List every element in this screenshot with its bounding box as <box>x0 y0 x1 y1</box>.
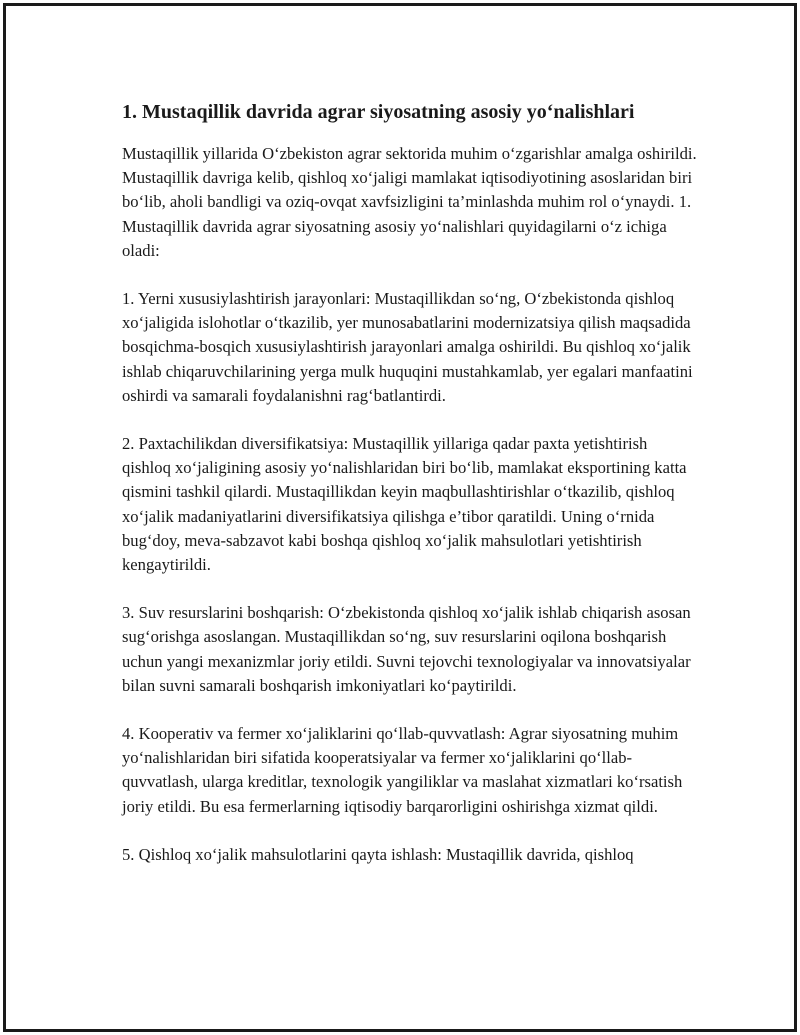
paragraph-processing: 5. Qishloq xo‘jalik mahsulotlarini qayta ishlash: Mustaqillik davrida, qishloq <box>122 844 634 864</box>
paragraph-land-privatization: 1. Yerni xususiylashtirish jarayonlari: Mustaqillikdan so‘ng, O‘zbekistonda qishloq xo‘jaligida islohotlar o‘tkazilib, yer munosabatlarini modernizatsiya qilish maqsadida bosqichma-bosqich xususiylashtirish jarayonlari amalga oshirildi. Bu qishloq xo‘jalik ishlab chiqaruvchilarining yerga mulk huquqini mustahkamlab, yer egalari manfaatini oshirdi va samarali foydalanishni rag‘batlantirdi. <box>122 289 693 405</box>
paragraph-farmer-support: 4. Kooperativ va fermer xo‘jaliklarini qo‘llab-quvvatlash: Agrar siyosatning muhim yo‘nalishlaridan biri sifatida kooperatsiyalar va fermer xo‘jaliklarini qo‘llab-quvvatlash, ularga kreditlar, texnologik yangiliklar va maslahat xizmatlari ko‘rsatish joriy etildi. Bu esa fermerlarning iqtisodiy barqarorligini oshirishga xizmat qildi. <box>122 724 683 816</box>
paragraph-water-resources: 3. Suv resurslarini boshqarish: O‘zbekistonda qishloq xo‘jalik ishlab chiqarish asosan sug‘orishga asoslangan. Mustaqillikdan so‘ng, suv resurslarini oqilona boshqarish uchun yangi mexanizmlar joriy etildi. Suvni tejovchi texnologiyalar va innovatsiyalar bilan suvni samarali boshqarish imkoniyatlari ko‘paytirildi. <box>122 603 691 695</box>
intro-paragraph: Mustaqillik yillarida O‘zbekiston agrar sektorida muhim o‘zgarishlar amalga oshirildi. Mustaqillik davriga kelib, qishloq xo‘jaligi mamlakat iqtisodiyotining asoslaridan biri bo‘lib, aholi bandligi va oziq-ovqat xavfsizligini ta’minlashda muhim rol o‘ynaydi. 1. Mustaqillik davrida agrar siyosatning asosiy yo‘nalishlari quyidagilarni o‘z ichiga oladi: <box>122 144 697 260</box>
document-title: 1. Mustaqillik davrida agrar siyosatning asosiy yo‘nalishlari <box>122 101 635 123</box>
paragraph-cotton-diversification: 2. Paxtachilikdan diversifikatsiya: Mustaqillik yillariga qadar paxta yetishtirish qishloq xo‘jaligining asosiy yo‘nalishlaridan biri bo‘lib, mamlakat eksportining katta qismini tashkil qilardi. Mustaqillikdan keyin maqbullashtirishlar o‘tkazilib, qishloq xo‘jalik madaniyatlarini diversifikatsiya qilishga e’tibor qaratildi. Uning o‘rnida bug‘doy, meva-sabzavot kabi boshqa qishloq xo‘jalik mahsulotlari yetishtirish kengaytirildi. <box>122 434 687 575</box>
page-frame <box>3 3 797 1032</box>
document-body <box>122 98 697 891</box>
